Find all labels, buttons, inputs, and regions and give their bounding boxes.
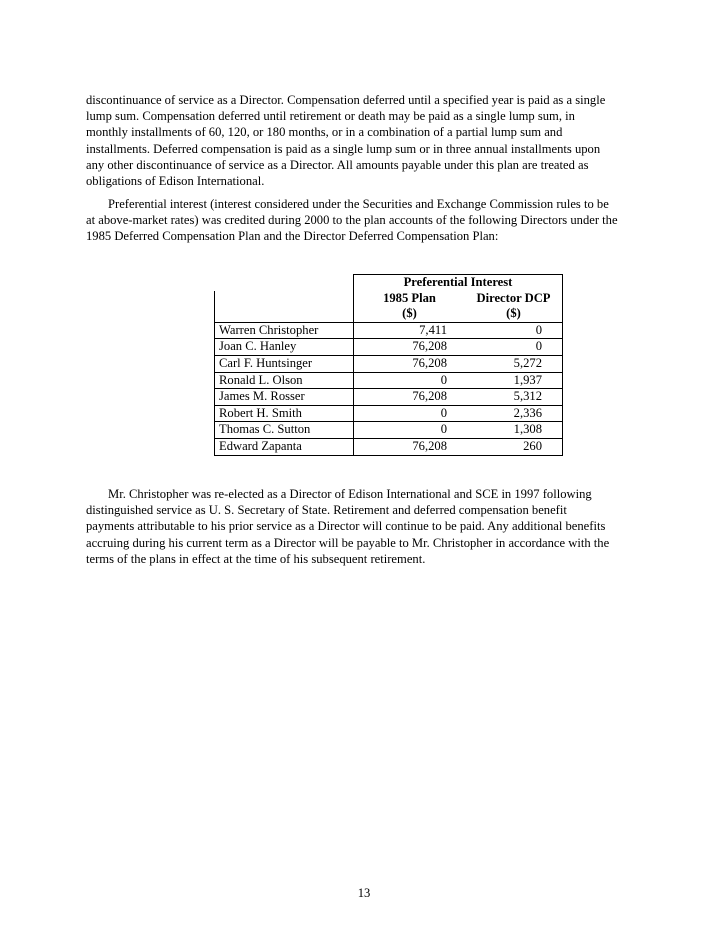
director-dcp-value: 2,336 (465, 405, 563, 422)
header-blank-cell (215, 291, 354, 307)
director-dcp-value: 1,937 (465, 372, 563, 389)
text-line: any other discontinuance of service as a Director. All amounts payable under this plan are treated as (86, 157, 589, 172)
plan-1985-value: 0 (354, 422, 466, 439)
table-row (215, 372, 563, 389)
page-number: 13 (357, 886, 371, 900)
table-header-row (215, 306, 563, 322)
text-line: obligations of Edison International. (86, 174, 265, 189)
table-header-row (215, 275, 563, 291)
text-line: discontinuance of service as a Director. Compensation deferred until a specified year is paid as a single (86, 93, 606, 107)
column-unit-director-dcp: ($) (465, 306, 563, 322)
director-name: Ronald L. Olson (215, 372, 354, 389)
plan-1985-value: 76,208 (354, 389, 466, 406)
director-dcp-value: 1,308 (465, 422, 563, 439)
header-blank-cell (215, 306, 354, 322)
paragraph-christopher (86, 486, 642, 567)
plan-1985-value: 76,208 (354, 339, 466, 356)
paragraph-deferred-compensation (86, 92, 642, 189)
table-row (215, 405, 563, 422)
table-row (215, 355, 563, 372)
director-name: Joan C. Hanley (215, 339, 354, 356)
table-row (215, 322, 563, 339)
director-dcp-value: 0 (465, 339, 563, 356)
column-unit-1985-plan: ($) (402, 306, 417, 321)
header-blank-cell (215, 275, 354, 291)
director-name: Edward Zapanta (215, 438, 354, 455)
column-header-1985-plan: 1985 Plan (383, 290, 436, 305)
plan-1985-value: 0 (354, 405, 466, 422)
text-line: terms of the plans in effect at the time of his subsequent retirement. (86, 551, 426, 566)
director-name: Thomas C. Sutton (215, 422, 354, 439)
director-dcp-value: 5,312 (465, 389, 563, 406)
director-name: James M. Rosser (215, 389, 354, 406)
director-dcp-value: 260 (465, 438, 563, 455)
text-line: distinguished service as U. S. Secretary of State. Retirement and deferred compensation benefit (86, 503, 567, 518)
plan-1985-value: 0 (354, 372, 466, 389)
director-name: Carl F. Huntsinger (215, 355, 354, 372)
director-dcp-value: 0 (465, 322, 563, 339)
text-line: payments attributable to his prior service as a Director will continue to be paid. Any additional benefits (86, 519, 606, 534)
table-row (215, 422, 563, 439)
director-name: Robert H. Smith (215, 405, 354, 422)
text-line: Preferential interest (interest considered under the Securities and Exchange Commission rules to be (108, 197, 609, 211)
plan-1985-value: 7,411 (354, 322, 466, 339)
column-header-director-dcp: Director DCP (465, 291, 563, 307)
group-header: Preferential Interest (354, 275, 563, 291)
paragraph-preferential-interest (86, 196, 642, 245)
text-line: accruing during his current term as a Director will be payable to Mr. Christopher in accordance with the (86, 535, 610, 550)
director-name: Warren Christopher (215, 322, 354, 339)
director-dcp-value: 5,272 (465, 355, 563, 372)
plan-1985-value: 76,208 (354, 355, 466, 372)
table-row (215, 438, 563, 455)
text-line: at above-market rates) was credited during 2000 to the plan accounts of the following Directors under the (86, 213, 618, 228)
table-header-row (215, 291, 563, 307)
text-line: lump sum. Compensation deferred until retirement or death may be paid as a single lump sum, in (86, 109, 575, 124)
table-row (215, 389, 563, 406)
text-line: monthly installments of 60, 120, or 180 months, or in a combination of a partial lump sum and (86, 125, 563, 140)
text-line: installments. Deferred compensation is paid as a single lump sum or in three annual installments upon (86, 141, 601, 156)
preferential-interest-table (214, 274, 563, 456)
table-row (215, 339, 563, 356)
text-line: Mr. Christopher was re-elected as a Director of Edison International and SCE in 1997 following (108, 487, 592, 501)
text-line: 1985 Deferred Compensation Plan and the Director Deferred Compensation Plan: (86, 229, 499, 244)
plan-1985-value: 76,208 (354, 438, 466, 455)
